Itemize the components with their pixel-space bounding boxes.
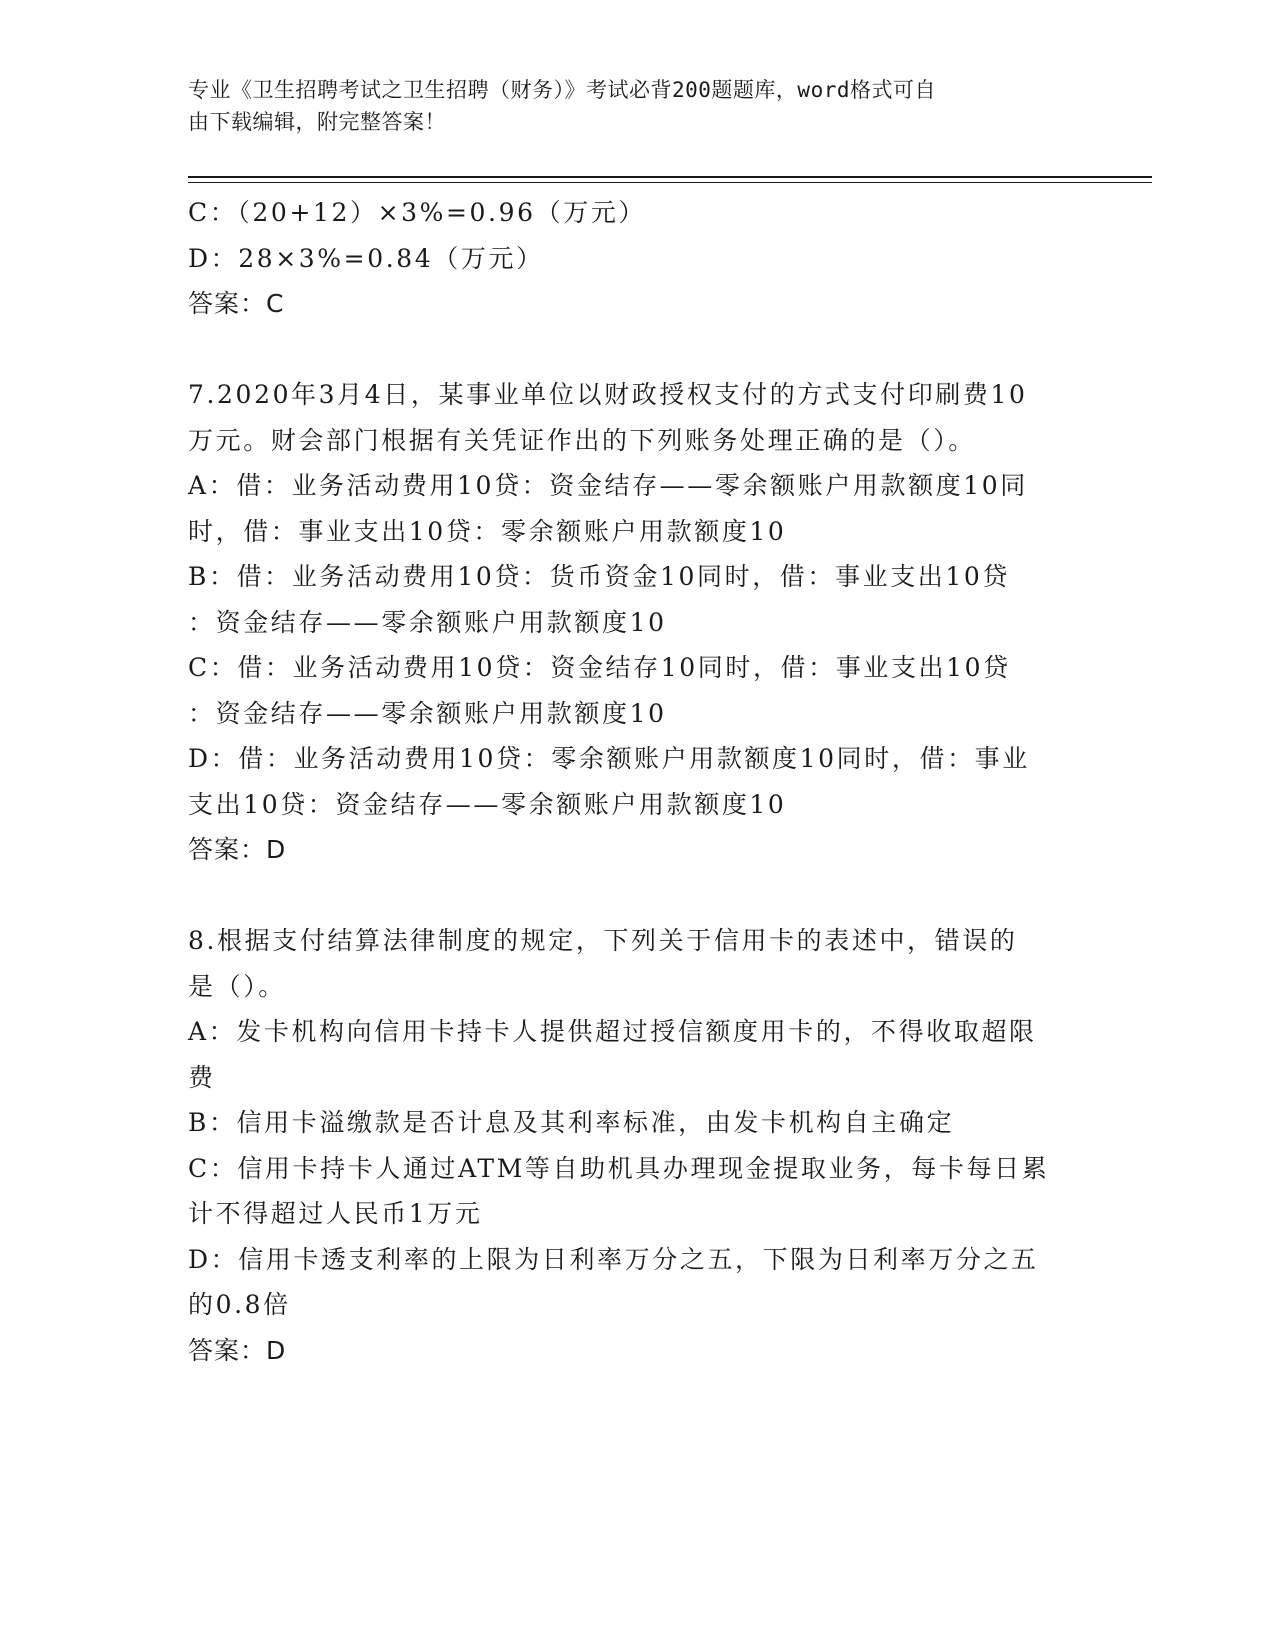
q7-answer: 答案：D <box>188 835 287 864</box>
q7-option-c-line-1: C：借：业务活动费用10贷：资金结存10同时，借：事业支出10贷 <box>188 653 1011 682</box>
q8-option-d-line-1: D：信用卡透支利率的上限为日利率万分之五，下限为日利率万分之五 <box>188 1244 1039 1274</box>
q7-option-b-line-1: B：借：业务活动费用10贷：货币资金10同时，借：事业支出10贷 <box>188 562 1011 591</box>
q8-option-d-line-2: 的0.8倍 <box>188 1290 291 1319</box>
q7-stem-line-1: 7.2020年3月4日，某事业单位以财政授权支付的方式支付印刷费10 <box>188 380 1028 409</box>
question-8-block <box>188 918 1088 1373</box>
q8-option-c-line-1: C：信用卡持卡人通过ATM等自助机具办理现金提取业务，每卡每日累 <box>188 1153 1050 1183</box>
q7-option-d-line-2: 支出10贷：资金结存——零余额账户用款额度10 <box>188 789 787 819</box>
question-7-block <box>188 372 1088 873</box>
q8-option-a-line-2: 费 <box>188 1062 216 1092</box>
q7-option-a-line-1: A：借：业务活动费用10贷：资金结存——零余额账户用款额度10同 <box>188 471 1028 500</box>
q8-option-a-line-1: A：发卡机构向信用卡持卡人提供超过授信额度用卡的，不得收取超限 <box>188 1017 1037 1046</box>
header-divider-thick <box>188 176 1152 178</box>
q6-option-c: C：（20+12）×3%=0.96（万元） <box>188 198 647 227</box>
q8-stem-line-2: 是（）。 <box>188 971 286 1001</box>
header-title-line-1: 专业《卫生招聘考试之卫生招聘（财务）》考试必背200题题库，word格式可自 <box>188 78 936 102</box>
spacer <box>188 873 1088 919</box>
document-body <box>188 190 1088 1373</box>
q8-stem-line-1: 8.根据支付结算法律制度的规定，下列关于信用卡的表述中，错误的 <box>188 926 1018 955</box>
q8-answer: 答案：D <box>188 1335 287 1365</box>
q8-option-c-line-2: 计不得超过人民币1万元 <box>188 1199 483 1228</box>
q7-option-b-line-2: ：资金结存——零余额账户用款额度10 <box>188 607 667 637</box>
q7-stem-line-2: 万元。财会部门根据有关凭证作出的下列账务处理正确的是（）。 <box>188 425 976 455</box>
q7-option-d-line-1: D：借：业务活动费用10贷：零余额账户用款额度10同时，借：事业 <box>188 744 1030 773</box>
q7-option-c-line-2: ：资金结存——零余额账户用款额度10 <box>188 698 667 728</box>
page-header <box>188 74 1068 138</box>
q6-answer: 答案：C <box>188 289 285 318</box>
q6-option-d: D：28×3%=0.84（万元） <box>188 243 544 273</box>
q8-option-b-line-1: B：信用卡溢缴款是否计息及其利率标准，由发卡机构自主确定 <box>188 1108 955 1137</box>
header-title-line-2: 由下载编辑，附完整答案！ <box>188 110 446 134</box>
header-divider-thin <box>188 182 1152 183</box>
spacer <box>188 327 1088 373</box>
q7-option-a-line-2: 时，借：事业支出10贷：零余额账户用款额度10 <box>188 516 787 546</box>
question-6-block <box>188 190 1088 327</box>
